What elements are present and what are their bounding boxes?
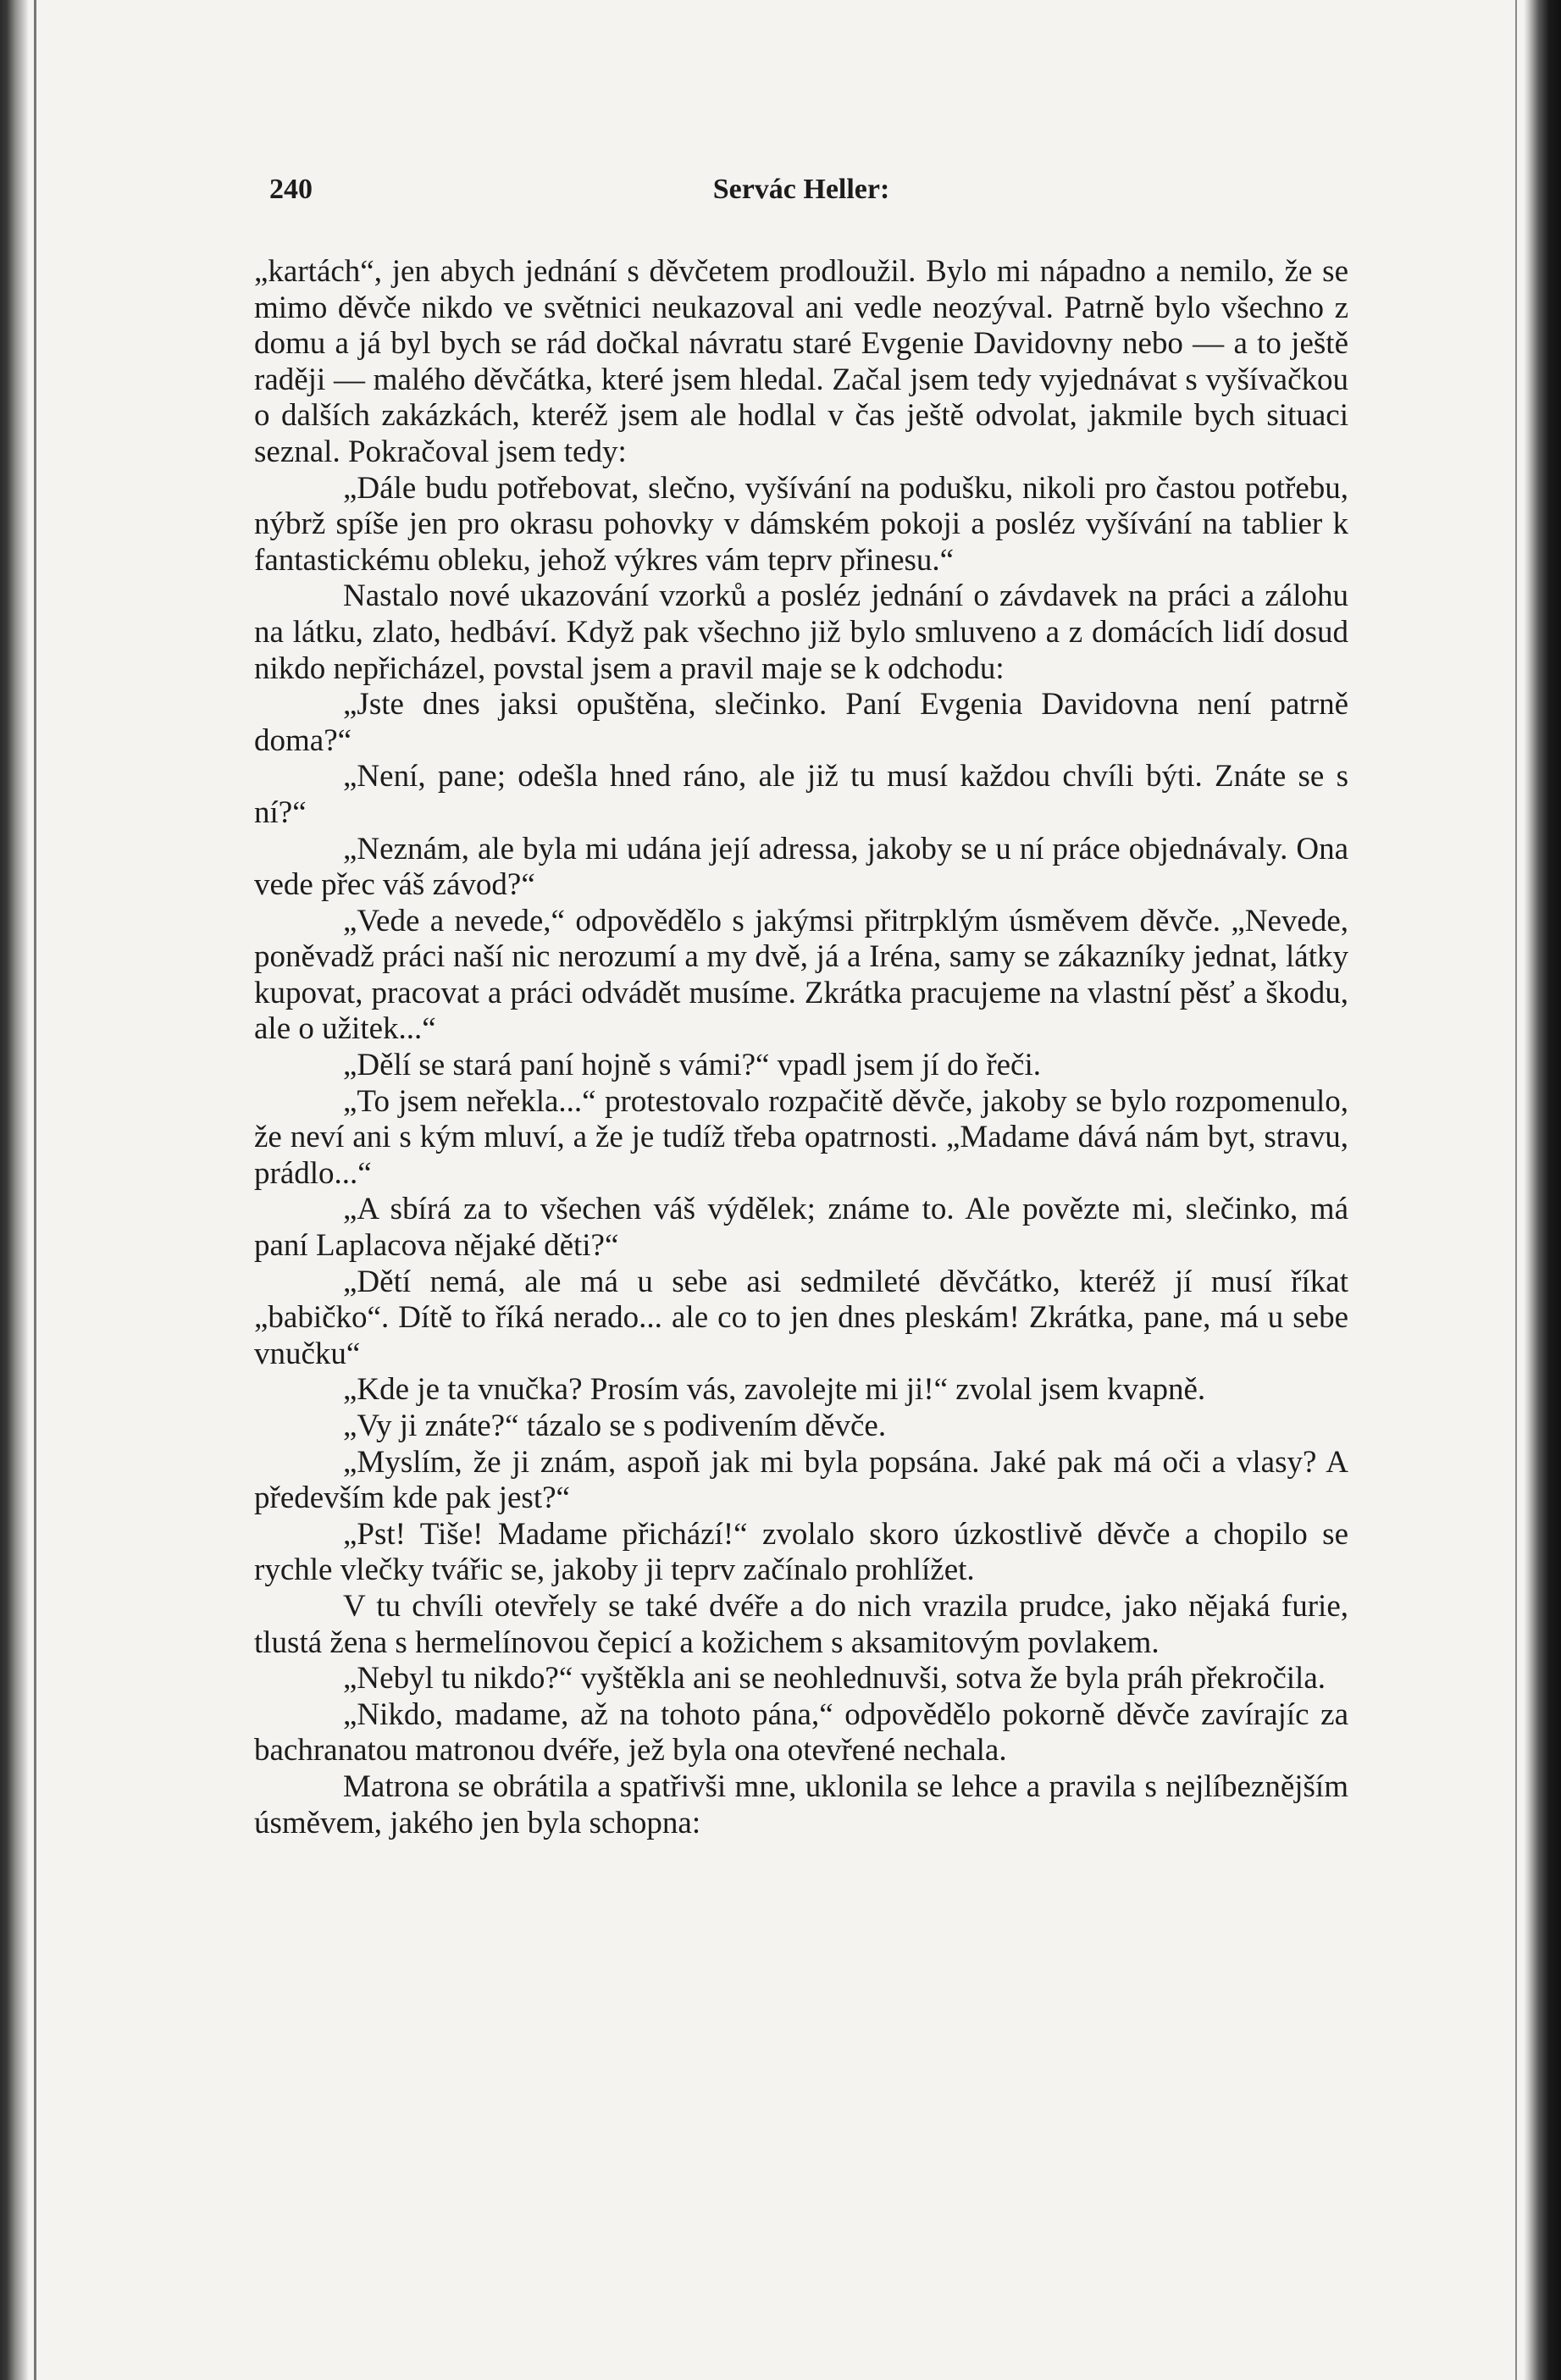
- page-number: 240: [269, 174, 313, 205]
- paragraph: „Jste dnes jaksi opuštěna, slečinko. Paní Evgenia Davidovna není patrně doma?“: [254, 687, 1348, 758]
- scan-edge-left: [0, 0, 29, 2380]
- scan-line-left: [34, 0, 36, 2380]
- paragraph: „Dětí nemá, ale má u sebe asi sedmileté děvčátko, kteréž jí musí říkat „babičko“. Dítě to říká nerado... ale co to jen dnes pleskám! Zkrátka, pane, má u sebe vnučku“: [254, 1264, 1348, 1371]
- body-text: [254, 254, 1348, 1841]
- paragraph: Nastalo nové ukazování vzorků a posléz jednání o závdavek na práci a zálohu na látku, zlato, hedbáví. Když pak všechno již bylo smluveno a z domácích lidí dosud nikdo nepřicházel, povstal jsem a pravil maje se k odchodu:: [254, 578, 1348, 686]
- paragraph: „A sbírá za to všechen váš výdělek; známe to. Ale povězte mi, slečinko, má paní Laplacova nějaké děti?“: [254, 1192, 1348, 1264]
- scan-edge-right: [1524, 0, 1561, 2380]
- paragraph: „Pst! Tiše! Madame přichází!“ zvolalo skoro úzkostlivě děvče a chopilo se rychle vlečky tvářic se, jakoby ji teprv začínalo prohlížet.: [254, 1516, 1348, 1588]
- paragraph: V tu chvíli otevřely se také dvéře a do nich vrazila prudce, jako nějaká furie, tlustá žena s hermelínovou čepicí a kožichem s aksamitovým povlakem.: [254, 1588, 1348, 1660]
- paragraph: „Nebyl tu nikdo?“ vyštěkla ani se neohlednuvši, sotva že byla práh překročila.: [343, 1661, 1326, 1696]
- paragraph: „Dělí se stará paní hojně s vámi?“ vpadl jsem jí do řeči.: [343, 1048, 1042, 1083]
- paragraph: „Vede a nevede,“ odpovědělo s jakýmsi přitrpklým úsměvem děvče. „Nevede, poněvadž práci naší nic nerozumí a my dvě, já a Iréna, samy se zákazníky jednat, látky kupovat, pracovat a práci odvádět musíme. Zkrátka pracujeme na vlastní pěsť a škodu, ale o užitek...“: [254, 903, 1348, 1047]
- paragraph: Matrona se obrátila a spatřivši mne, uklonila se lehce a pravila s nejlíbeznějším úsměvem, jakého jen byla schopna:: [254, 1768, 1348, 1840]
- paragraph: „Myslím, že ji znám, aspoň jak mi byla popsána. Jaké pak má oči a vlasy? A především kde pak jest?“: [254, 1444, 1348, 1516]
- paragraph: „Neznám, ale byla mi udána její adressa, jakoby se u ní práce objednávaly. Ona vede přec váš závod?“: [254, 831, 1348, 903]
- paragraph: „Nikdo, madame, až na tohoto pána,“ odpovědělo pokorně děvče zavírajíc za bachranatou matronou dvéře, jež byla ona otevřené nechala.: [254, 1696, 1348, 1768]
- book-page: [254, 174, 1348, 1841]
- running-head: [254, 174, 1348, 216]
- scan-line-right: [1515, 0, 1517, 2380]
- paragraph: „Kde je ta vnučka? Prosím vás, zavolejte mi ji!“ zvolal jsem kvapně.: [343, 1372, 1206, 1408]
- paragraph: „Není, pane; odešla hned ráno, ale již tu musí každou chvíli býti. Znáte se s ní?“: [254, 759, 1348, 830]
- paragraph: „Vy ji znáte?“ tázalo se s podivením děvče.: [343, 1409, 887, 1443]
- paragraph: „kartách“, jen abych jednání s děvčetem prodloužil. Bylo mi nápadno a nemilo, že se mimo děvče nikdo ve světnici neukazoval ani vedle neozýval. Patrně bylo všechno z domu a já byl bych se rád dočkal návratu staré Evgenie Davidovny nebo — a to ještě raději — malého děvčátka, které jsem hledal. Začal jsem tedy vyjednávat s vyšívačkou o dalších zakázkách, kteréž jsem ale hodlal v čas ještě odvolat, jakmile bych situaci seznal. Pokračoval jsem tedy:: [254, 254, 1348, 469]
- paragraph: „To jsem neřekla...“ protestovalo rozpačitě děvče, jakoby se bylo rozpomenulo, že neví ani s kým mluví, a že je tudíž třeba opatrnosti. „Madame dává nám byt, stravu, prádlo...“: [254, 1083, 1348, 1191]
- running-title: Servác Heller:: [712, 174, 890, 205]
- paragraph: „Dále budu potřebovat, slečno, vyšívání na podušku, nikoli pro častou potřebu, nýbrž spíše jen pro okrasu pohovky v dámském pokoji a posléz vyšívání na tablier k fantastickému obleku, jehož výkres vám teprv přinesu.“: [254, 470, 1348, 578]
